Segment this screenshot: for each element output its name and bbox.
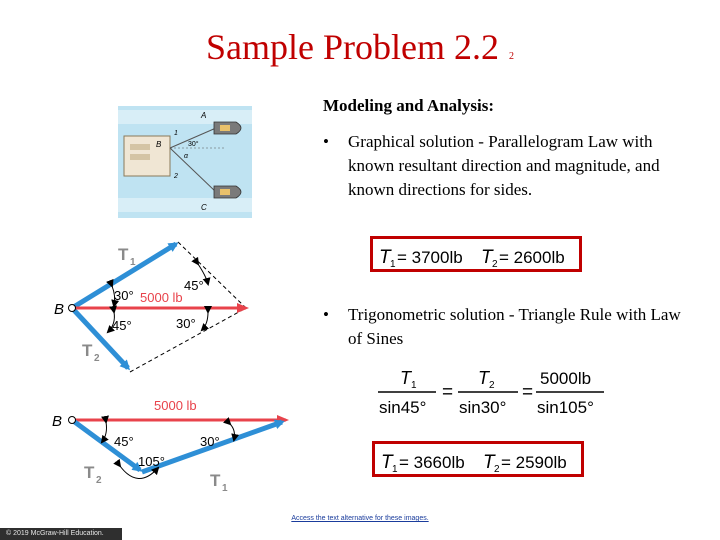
t1-label: T [118, 245, 129, 264]
label-1: 1 [174, 130, 178, 137]
label-c: C [201, 203, 207, 212]
angle-30-label: 30° [200, 434, 220, 449]
t2-label-sub: 2 [96, 475, 102, 486]
angle-30-left-label: 30° [114, 288, 134, 303]
t1-symbol: T [379, 247, 391, 268]
t2-label: T [84, 463, 95, 482]
law-of-sines-equation [372, 364, 612, 420]
graphical-result-equation [373, 239, 579, 269]
t2-label-sub: 2 [94, 353, 100, 364]
label-b: B [156, 140, 162, 149]
water-highlight [118, 198, 252, 212]
point-b [69, 305, 76, 312]
barge-deck [130, 144, 150, 150]
t2-value: = 2600lb [499, 248, 565, 267]
copyright-bar: © 2019 McGraw-Hill Education. [0, 528, 122, 540]
t1-label-sub: 1 [222, 483, 228, 494]
angle-arc-45 [102, 422, 107, 442]
bullet-graphical [323, 130, 663, 202]
angle-45-right-label: 45° [184, 278, 204, 293]
t1-value: = 3660lb [399, 453, 465, 472]
triangle-figure [50, 394, 300, 504]
t1-subscript: 1 [392, 464, 398, 474]
t2-label: T [82, 341, 93, 360]
text-alternative-link[interactable]: Access the text alternative for these images. [291, 515, 429, 522]
parallelogram-figure [50, 234, 260, 384]
angle-alpha: α [184, 153, 188, 160]
bullet-text: Trigonometric solution - Triangle Rule with Law of Sines [348, 305, 681, 348]
tugboat-c-cabin [220, 189, 230, 195]
t2-symbol: T [483, 452, 495, 473]
b-label: B [52, 413, 63, 430]
den3: sin105° [537, 398, 594, 417]
label-2: 2 [174, 173, 178, 180]
label-a: A [201, 111, 207, 120]
slide-title [0, 26, 720, 68]
angle-45-label: 45° [114, 434, 134, 449]
equals-sign: = [442, 382, 454, 403]
equals-sign: = [522, 382, 534, 403]
slide-title-text: Sample Problem 2.2 [206, 27, 499, 67]
t2-subscript: 2 [492, 259, 498, 269]
dashed-side-top [178, 242, 246, 308]
t2-subscript: 2 [494, 464, 500, 474]
angle-arc-30-right [202, 312, 208, 330]
force-label: 5000 lb [154, 398, 197, 413]
bullet-marker: • [323, 305, 329, 324]
t2-value: = 2590lb [501, 453, 567, 472]
barge-deck [130, 154, 150, 160]
angle-30: 30° [188, 141, 199, 148]
barge-figure [118, 106, 252, 218]
bullet-text: Graphical solution - Parallelogram Law with known resultant direction and magnitude, and known directions for sides. [348, 132, 660, 199]
angle-30-right-label: 30° [176, 316, 196, 331]
section-heading: Modeling and Analysis: [323, 96, 494, 115]
b-label: B [54, 301, 65, 318]
den1: sin45° [379, 398, 427, 417]
num2-symbol: T [478, 368, 489, 388]
t2-arrow [72, 308, 128, 368]
slide-number: 2 [508, 51, 514, 62]
tugboat-a-cabin [220, 125, 230, 131]
t1-label: T [210, 471, 221, 490]
t1-subscript: 1 [390, 259, 396, 269]
t1-label-sub: 1 [130, 257, 136, 268]
trig-result-box [372, 441, 584, 477]
bullet-marker: • [323, 132, 329, 151]
t2-symbol: T [481, 247, 493, 268]
num1-symbol: T [400, 368, 411, 388]
trig-result-equation [375, 444, 581, 474]
num2-sub: 2 [489, 380, 495, 391]
num1-sub: 1 [411, 380, 417, 391]
angle-45-left-label: 45° [112, 318, 132, 333]
den2: sin30° [459, 398, 507, 417]
point-b [69, 417, 76, 424]
t1-value: = 3700lb [397, 248, 463, 267]
bullet-trig [323, 303, 683, 351]
force-label: 5000 lb [140, 290, 183, 305]
num3: 5000lb [540, 369, 592, 388]
angle-105-label: 105° [138, 454, 165, 469]
graphical-result-box [370, 236, 582, 272]
t1-symbol: T [381, 452, 393, 473]
